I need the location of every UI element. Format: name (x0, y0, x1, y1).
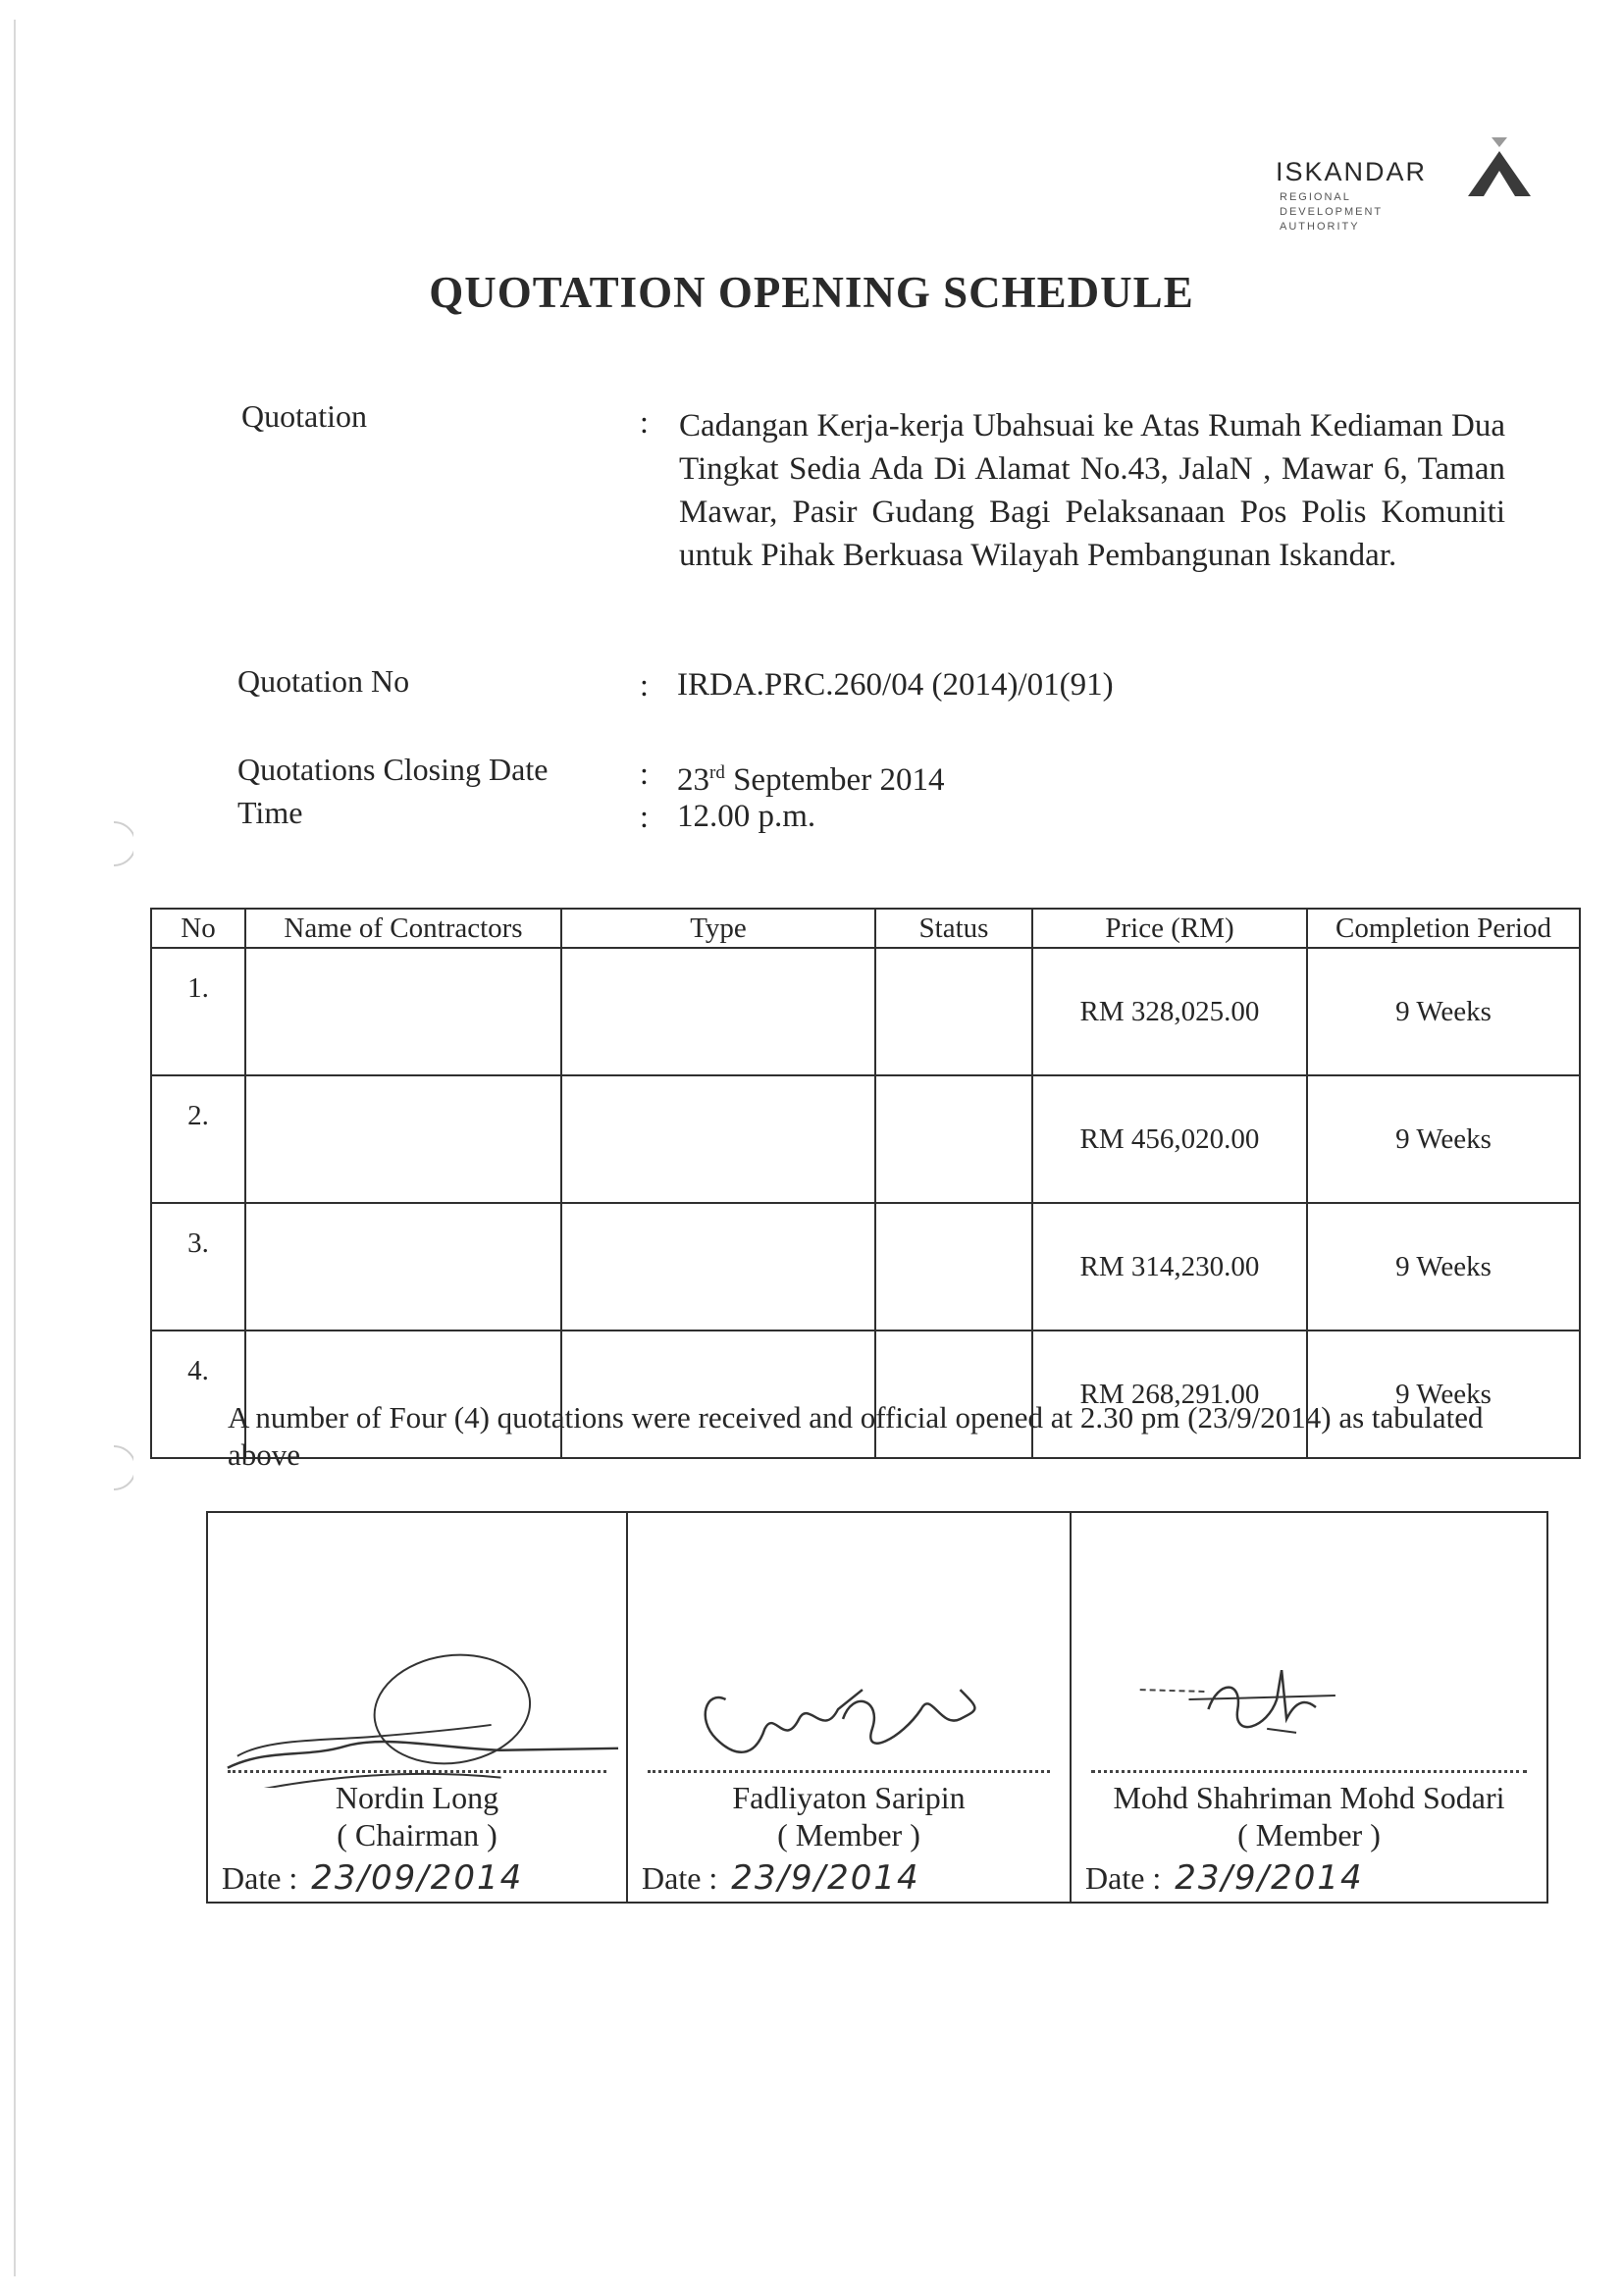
closing-date-suffix: rd (709, 762, 725, 783)
handwritten-signature (628, 1631, 1070, 1788)
type-cell (561, 1075, 875, 1203)
contractor-name-cell (245, 1075, 561, 1203)
page-title: QUOTATION OPENING SCHEDULE (429, 268, 1194, 317)
page-edge-line (14, 20, 16, 2276)
quotation-table (150, 908, 1581, 1459)
logo-subtitle-line: DEVELOPMENT (1280, 206, 1384, 218)
column-header-price: Price (RM) (1032, 909, 1307, 948)
column-header-contractors: Name of Contractors (245, 909, 561, 948)
contractor-name-cell (245, 1203, 561, 1331)
signature-date (1085, 1858, 1364, 1898)
signature-line (1091, 1770, 1527, 1773)
completion-period-cell: 9 Weeks (1307, 1331, 1580, 1458)
signatory-name: Nordin Long (335, 1780, 499, 1815)
signature-date (222, 1858, 523, 1898)
handwritten-date: 23/09/2014 (311, 1858, 524, 1898)
signatory-role: ( Member ) (777, 1817, 920, 1852)
quotation-description: Cadangan Kerja-kerja Ubahsuai ke Atas Rumah Kediaman Dua Tingkat Sedia Ada Di Alamat No.43, JalaN , Mawar 6, Taman Mawar, Pasir Gudang Bagi Pelaksanaan Pos Polis Komuniti untuk Pihak Berkuasa Wilayah Pembangunan Iskandar. (679, 408, 1505, 573)
signature-cell-member-2 (1071, 1512, 1547, 1903)
closing-date-day: 23 (677, 762, 709, 798)
signatory-role: ( Chairman ) (337, 1817, 497, 1852)
logo-mark-icon (1468, 137, 1531, 196)
completion-period-cell: 9 Weeks (1307, 1075, 1580, 1203)
signature-line (228, 1770, 606, 1773)
status-cell (875, 1075, 1032, 1203)
status-cell (875, 948, 1032, 1075)
date-label: Date : (222, 1860, 298, 1896)
signature-line (648, 1770, 1050, 1773)
logo-subtitle-line: REGIONAL (1280, 191, 1351, 203)
type-cell (561, 1203, 875, 1331)
completion-period-cell: 9 Weeks (1307, 948, 1580, 1075)
quotation-no-label: Quotation No (237, 663, 410, 699)
price-cell: RM 314,230.00 (1032, 1203, 1307, 1331)
column-header-completion: Completion Period (1307, 909, 1580, 948)
column-header-status: Status (875, 909, 1032, 948)
hole-punch-mark (94, 814, 133, 873)
status-cell (875, 1203, 1032, 1331)
summary-statement: A number of Four (4) quotations were received and official opened at 2.30 pm (23/9/2014) as tabulated above (228, 1400, 1484, 1472)
row-number: 2. (151, 1075, 245, 1203)
closing-date-month-year: September 2014 (733, 762, 945, 798)
time-label: Time (237, 795, 303, 830)
column-header-type: Type (561, 909, 875, 948)
signature-table (206, 1511, 1548, 1904)
signature-cell-member-1 (627, 1512, 1071, 1903)
contractor-name-cell (245, 948, 561, 1075)
handwritten-signature (208, 1631, 626, 1788)
price-cell: RM 328,025.00 (1032, 948, 1307, 1075)
hole-punch-mark (94, 1438, 133, 1497)
price-cell: RM 268,291.00 (1032, 1331, 1307, 1458)
signatory-name: Fadliyaton Saripin (732, 1780, 966, 1815)
handwritten-date: 23/9/2014 (1175, 1858, 1364, 1898)
quotation-label: Quotation (241, 398, 367, 434)
signatory-name: Mohd Shahriman Mohd Sodari (1113, 1780, 1505, 1815)
handwritten-signature (1072, 1631, 1546, 1788)
colon: : (640, 404, 649, 440)
colon: : (640, 799, 649, 834)
column-header-no: No (151, 909, 245, 948)
colon: : (640, 756, 649, 791)
colon: : (640, 667, 649, 703)
logo-wordmark: ISKANDAR (1276, 157, 1428, 186)
table-row (151, 1203, 1580, 1331)
date-label: Date : (1085, 1860, 1162, 1896)
logo-subtitle (1280, 190, 1437, 235)
signature-date (642, 1858, 920, 1898)
logo-subtitle-line: AUTHORITY (1280, 221, 1360, 233)
type-cell (561, 948, 875, 1075)
date-label: Date : (642, 1860, 718, 1896)
price-cell: RM 456,020.00 (1032, 1075, 1307, 1203)
completion-period-cell: 9 Weeks (1307, 1203, 1580, 1331)
row-number: 3. (151, 1203, 245, 1331)
row-number: 4. (151, 1331, 245, 1458)
quotation-no-value: IRDA.PRC.260/04 (2014)/01(91) (677, 667, 1114, 703)
iskandar-logo (1276, 137, 1531, 245)
signature-cell-chairman (207, 1512, 627, 1903)
signatory-role: ( Member ) (1237, 1817, 1381, 1852)
closing-date-label: Quotations Closing Date (237, 752, 549, 787)
handwritten-date: 23/9/2014 (731, 1858, 920, 1898)
table-row (151, 1075, 1580, 1203)
table-header-row (151, 909, 1580, 948)
row-number: 1. (151, 948, 245, 1075)
time-value: 12.00 p.m. (677, 799, 816, 834)
table-row (151, 948, 1580, 1075)
